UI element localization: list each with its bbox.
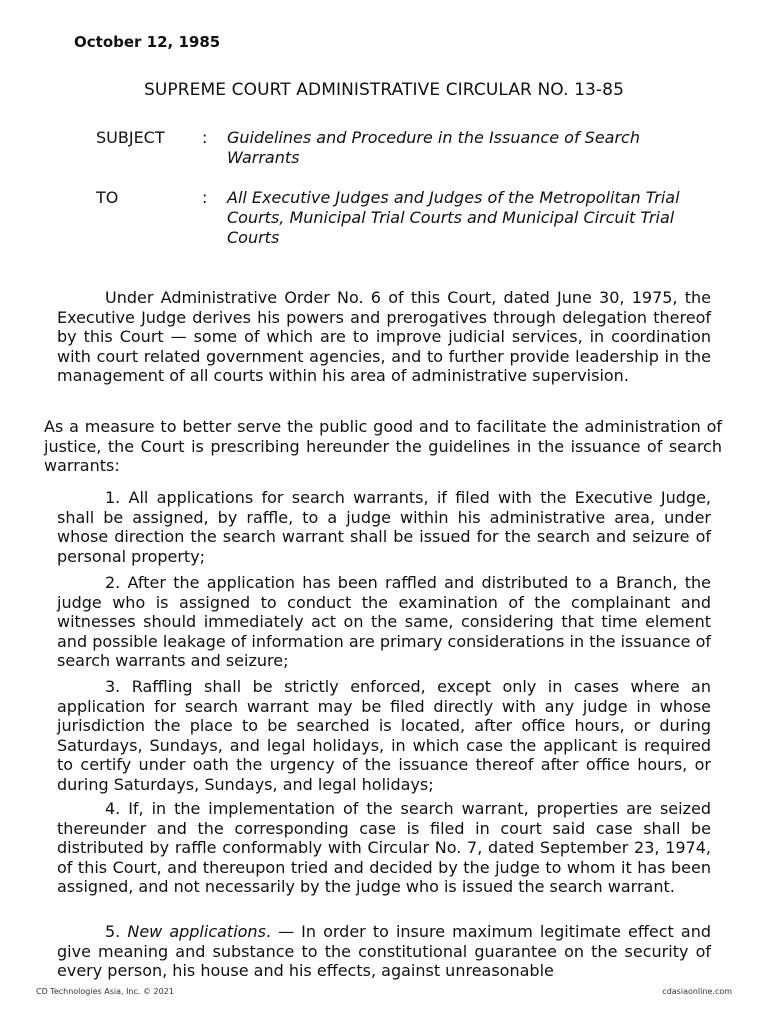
guideline-item-2: 2. After the application has been raffled and distributed to a Branch, the judge who is assigned to conduct the examination of the complainant and witnesses should immediately act on the same, considering that time element and possible leakage of information are primary considerations in the issuance of search warrants and seizure; [57, 573, 711, 670]
circular-title: SUPREME COURT ADMINISTRATIVE CIRCULAR NO. 13-85 [143, 80, 624, 100]
guideline-item-5 [57, 922, 711, 981]
subject-colon: : [202, 128, 208, 147]
measure-paragraph: As a measure to better serve the public good and to facilitate the administration of justice, the Court is prescribing hereunder the guidelines in the issuance of search warrants: [44, 417, 722, 475]
to-value: All Executive Judges and Judges of the Metropolitan Trial Courts, Municipal Trial Courts and Municipal Circuit Trial Courts [227, 188, 680, 247]
footer-copyright: CD Technologies Asia, Inc. © 2021 [36, 987, 174, 996]
to-label: TO [96, 188, 119, 207]
to-colon: : [202, 188, 208, 207]
item-5-text: . — In order to insure maximum legitimate effect and give meaning and substance to the constitutional guarantee on the security of every person, his house and his effects, against unreasonable [57, 922, 712, 980]
item-5-number: 5. [105, 922, 121, 941]
item-5-title: New applications [127, 922, 266, 941]
guideline-item-1: 1. All applications for search warrants, if filed with the Executive Judge, shall be assigned, by raffle, to a judge within his administrative area, under whose direction the search warrant shall be issued for the search and seizure of personal property; [57, 488, 711, 566]
subject-label: SUBJECT [96, 128, 165, 147]
subject-value: Guidelines and Procedure in the Issuance of Search Warrants [227, 128, 640, 167]
intro-paragraph: Under Administrative Order No. 6 of this Court, dated June 30, 1975, the Executive Judge derives his powers and prerogatives through delegation thereof by this Court — some of which are to improve judicial services, in coordination with court related government agencies, and to further provide leadership in the management of all courts within his area of administrative supervision. [57, 288, 711, 385]
guideline-item-3: 3. Raffling shall be strictly enforced, except only in cases where an application for search warrant may be filed directly with any judge in whose jurisdiction the place to be searched is located, after office hours, or during Saturdays, Sundays, and legal holidays, in which case the applicant is required to certify under oath the urgency of the issuance thereof after office hours, or during Saturdays, Sundays, and legal holidays; [57, 677, 711, 794]
guideline-item-4: 4. If, in the implementation of the search warrant, properties are seized thereunder and the corresponding case is filed in court said case shall be distributed by raffle conformably with Circular No. 7, dated September 23, 1974, of this Court, and thereupon tried and decided by the judge to whom it has been assigned, and not necessarily by the judge who is issued the search warrant. [57, 799, 711, 896]
circular-date: October 12, 1985 [74, 33, 221, 51]
footer-website: cdasiaonline.com [662, 987, 732, 996]
